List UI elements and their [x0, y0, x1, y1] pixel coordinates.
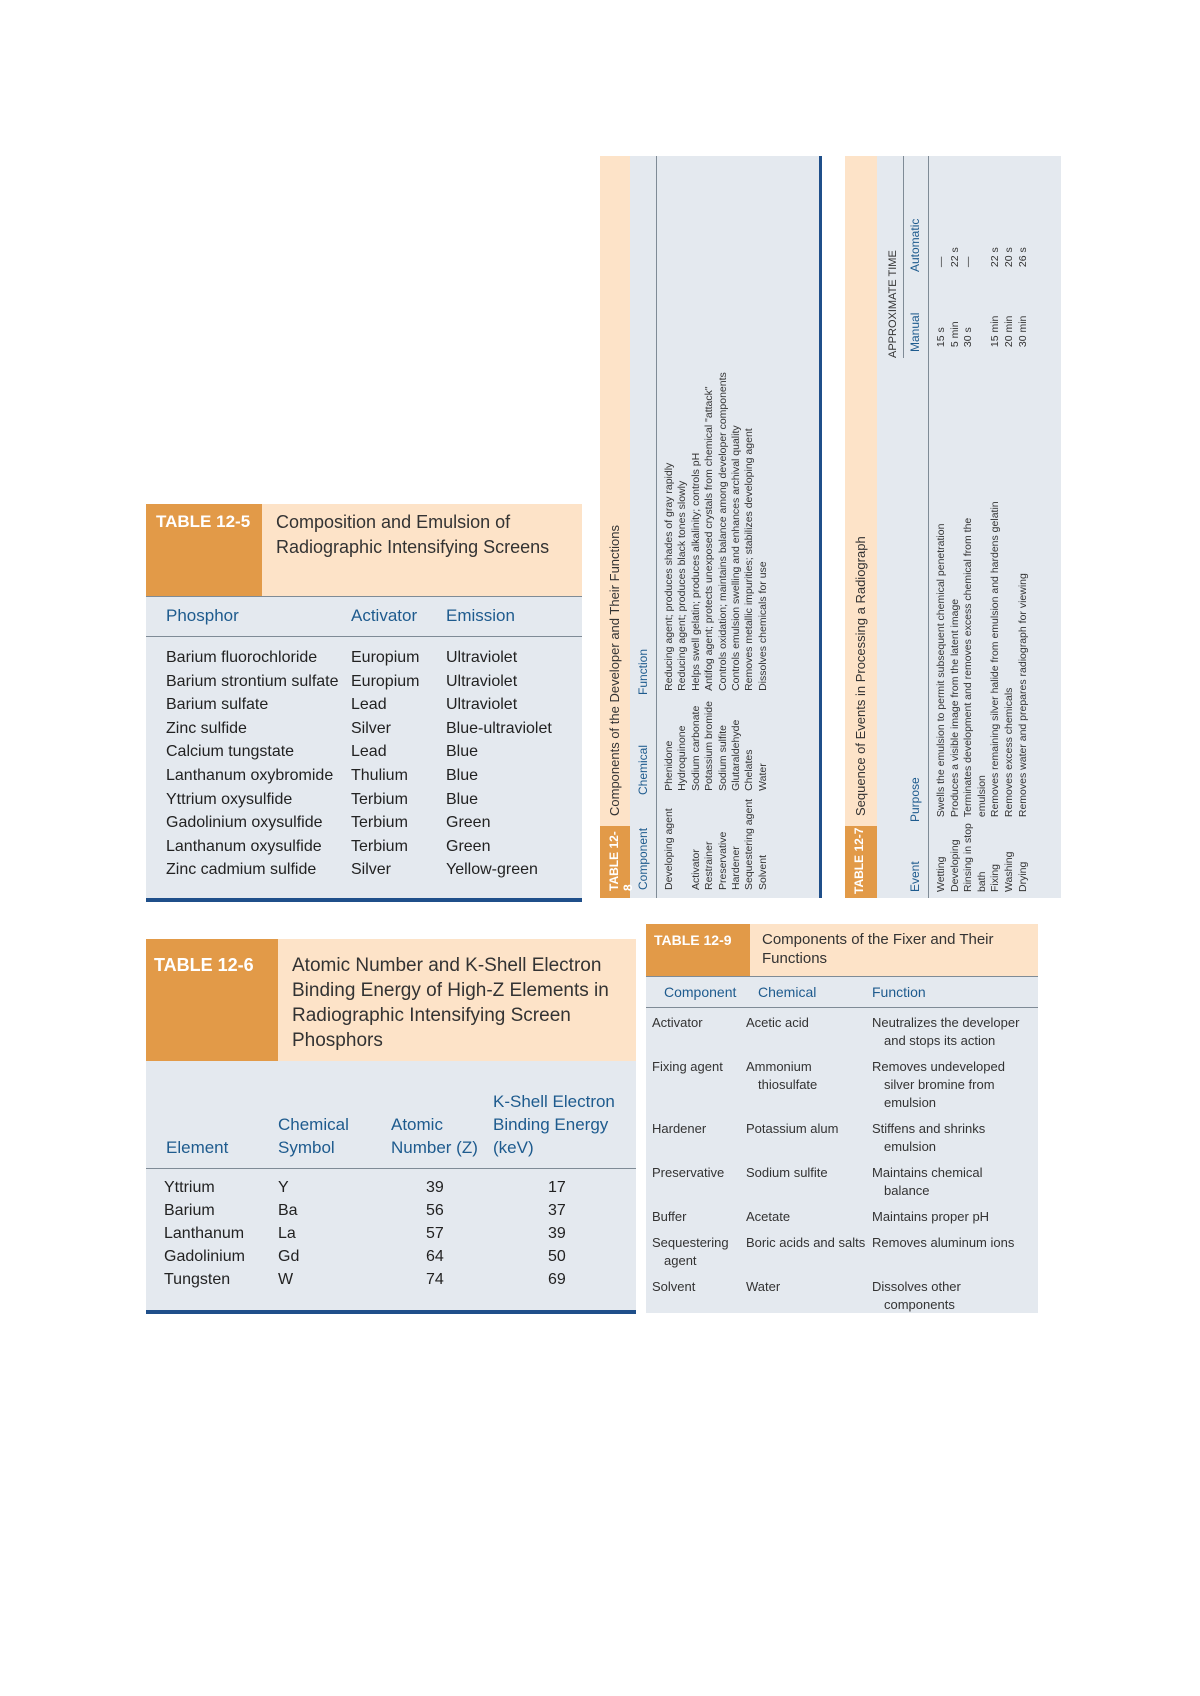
table-bottom-rule: [146, 1310, 636, 1314]
table-bottom-rule: [146, 898, 582, 902]
column-header: Chemical: [636, 744, 650, 795]
table-cell: 50: [548, 1248, 566, 1265]
group-header-row: [877, 156, 904, 898]
table-cell: Preservative: [652, 1165, 725, 1180]
table-cell: Ba: [278, 1202, 298, 1219]
table-cell: [676, 799, 689, 898]
table-cell: W: [278, 1271, 294, 1288]
table-cell: Water: [746, 1279, 781, 1294]
table-cell: Reducing agent; produces black tones slowly: [676, 480, 689, 691]
table-cell: Maintains proper pH: [872, 1209, 990, 1224]
column-header: Component: [664, 984, 737, 1000]
column-header: Chemical Symbol: [278, 1115, 349, 1157]
column-headers: [146, 597, 582, 637]
table-cell: Hardener: [652, 1121, 707, 1136]
table-cell: Glutaraldehyde: [730, 719, 743, 791]
table-cell: Reducing agent; produces shades of gray rapidly: [663, 462, 675, 691]
table-cell: Removes undeveloped silver bromine from emulsion: [872, 1059, 1005, 1110]
table-cell: Dissolves other components: [872, 1279, 961, 1312]
table-12-8: [600, 156, 822, 898]
table-number: TABLE 12-9: [646, 924, 750, 976]
table-cell: Sequestering agent: [743, 798, 756, 890]
table-number: TABLE 12-6: [146, 939, 278, 1061]
table-cell: Dissolves chemicals for use: [756, 561, 769, 691]
column-header: Atomic Number (Z): [391, 1115, 478, 1157]
table-cell: Calcium tungstate: [166, 743, 295, 761]
table-cell: Terbium: [351, 837, 408, 855]
table-cell: Yellow-green: [446, 861, 538, 879]
column-header: K-Shell Electron Binding Energy (keV): [493, 1092, 615, 1157]
column-header: Element: [166, 1138, 229, 1157]
table-cell: Lead: [351, 696, 387, 714]
table-cell: Sodium sulfite: [716, 724, 729, 791]
table-cell: —: [935, 256, 947, 268]
table-header: [146, 504, 582, 596]
table-cell: Green: [446, 814, 491, 832]
table-bottom-rule: [819, 156, 822, 898]
table-cell: 15 s: [935, 327, 947, 348]
table-row: [717, 156, 730, 898]
table-cell: Antifog agent; protects unexposed crystals from chemical "attack": [703, 386, 716, 691]
table-cell: [976, 273, 990, 353]
table-row: [146, 767, 582, 791]
table-number: TABLE 12-5: [146, 504, 262, 596]
table-row: [646, 1234, 1038, 1278]
table-number: TABLE 12-7: [845, 826, 877, 898]
table-cell: Lanthanum: [164, 1225, 245, 1242]
table-cell: Blue-ultraviolet: [446, 719, 552, 737]
table-row: [646, 1014, 1038, 1058]
table-cell: emulsion: [975, 775, 988, 818]
table-cell: Phenidone: [663, 740, 675, 791]
table-row: [663, 156, 676, 898]
table-number: TABLE 12-8: [600, 826, 630, 898]
table-cell: 64: [426, 1248, 444, 1265]
table-row: [976, 156, 990, 898]
table-row: [935, 156, 949, 898]
table-cell: Y: [278, 1179, 289, 1196]
group-header: APPROXIMATE TIME: [877, 156, 904, 358]
table-cell: Terbium: [351, 814, 408, 832]
column-headers: [904, 156, 929, 898]
table-cell: Restrainer: [703, 841, 716, 890]
table-cell: Terbium: [351, 790, 408, 808]
table-cell: Hydroquinone: [676, 725, 689, 791]
table-row: [1017, 156, 1031, 898]
table-cell: Green: [446, 837, 491, 855]
table-header: [646, 924, 1038, 976]
table-title: Components of the Developer and Their Functions: [607, 525, 622, 816]
table-cell: Silver: [351, 861, 392, 879]
table-cell: Washing: [1002, 851, 1015, 892]
table-row: [703, 156, 716, 898]
table-cell: Zinc sulfide: [166, 719, 247, 737]
table-cell: Removes water and prepares radiograph for viewing: [1016, 573, 1029, 818]
table-cell: Produces a visible image from the latent image: [948, 598, 961, 818]
table-cell: Gadolinium: [164, 1248, 245, 1265]
table-cell: Acetate: [746, 1209, 791, 1224]
table-row: [757, 156, 770, 898]
table-cell: 69: [548, 1271, 566, 1288]
table-cell: La: [278, 1225, 296, 1242]
table-12-7: [845, 156, 1061, 898]
table-cell: 5 min: [948, 321, 961, 348]
table-cell: Potassium bromide: [703, 701, 716, 791]
table-cell: Gadolinium oxysulfide: [166, 814, 323, 832]
table-header: [845, 156, 877, 898]
table-cell: Wetting: [935, 856, 947, 892]
table-row: [146, 673, 582, 697]
table-cell: Yttrium oxysulfide: [166, 790, 293, 808]
table-cell: Activator: [652, 1015, 703, 1030]
table-cell: Ultraviolet: [446, 649, 518, 666]
table-12-9: [646, 924, 1038, 1313]
table-cell: Removes metallic impurities; stabilizes developing agent: [743, 428, 756, 691]
table-row: [646, 1278, 1038, 1322]
table-cell: bath: [975, 871, 988, 892]
table-cell: Removes excess chemicals: [1002, 687, 1015, 818]
table-cell: Water: [756, 763, 769, 791]
table-row: [146, 1202, 636, 1225]
table-cell: Activator: [689, 849, 702, 890]
table-cell: 17: [548, 1179, 566, 1196]
table-cell: Barium sulfate: [166, 696, 269, 714]
table-cell: Thulium: [351, 766, 408, 784]
table-row: [146, 696, 582, 720]
table-cell: 20 min: [1002, 315, 1015, 348]
table-row: [690, 156, 703, 898]
table-title: Sequence of Events in Processing a Radiograph: [853, 536, 868, 816]
column-header: Component: [636, 827, 650, 890]
table-cell: 26 s: [1016, 247, 1029, 268]
table-cell: Boric acids and salts: [746, 1235, 866, 1250]
column-header: Phosphor: [166, 606, 239, 625]
table-cell: Drying: [1016, 861, 1029, 892]
column-header: Automatic: [904, 156, 929, 278]
table-cell: Barium: [164, 1202, 215, 1219]
table-cell: Europium: [351, 672, 420, 690]
table-cell: Preservative: [716, 831, 729, 890]
table-cell: Blue: [446, 766, 479, 784]
table-header: [600, 156, 635, 898]
table-cell: Solvent: [652, 1279, 696, 1294]
table-cell: 15 min: [989, 315, 1002, 348]
table-row: [146, 814, 582, 838]
table-cell: Potassium alum: [746, 1121, 839, 1136]
table-cell: Zinc cadmium sulfide: [166, 861, 317, 879]
table-cell: Ultraviolet: [446, 672, 518, 690]
table-title: Composition and Emulsion of Radiographic Intensifying Screens: [276, 512, 550, 557]
table-row: [146, 861, 582, 885]
table-cell: Acetic acid: [746, 1015, 809, 1030]
table-header: [146, 939, 636, 1061]
table-row: [146, 1225, 636, 1248]
table-cell: Developing agent: [663, 808, 675, 890]
table-cell: Barium fluorochloride: [166, 649, 318, 666]
table-cell: Buffer: [652, 1209, 687, 1224]
table-cell: Fixing agent: [652, 1059, 723, 1074]
table-cell: Neutralizes the developer and stops its action: [872, 1015, 1020, 1048]
table-cell: Chelates: [743, 749, 756, 791]
table-cell: —: [962, 256, 975, 268]
table-row: [146, 1271, 636, 1294]
table-row: [146, 743, 582, 767]
table-cell: Removes aluminum ions: [872, 1235, 1015, 1250]
table-cell: Lanthanum oxybromide: [166, 766, 334, 784]
column-header: Activator: [351, 606, 418, 625]
table-row: [730, 156, 743, 898]
table-row: [989, 156, 1003, 898]
column-header: Event: [904, 828, 929, 898]
table-cell: Blue: [446, 743, 479, 761]
table-cell: Rinsing in stop: [962, 823, 975, 892]
column-header: Function: [636, 648, 650, 695]
table-cell: 39: [426, 1179, 444, 1196]
table-cell: Solvent: [756, 854, 769, 890]
column-headers: [146, 1061, 636, 1169]
table-cell: Developing: [948, 839, 961, 892]
table-cell: 57: [426, 1225, 444, 1242]
table-cell: Tungsten: [164, 1271, 231, 1288]
table-row: [1003, 156, 1017, 898]
table-row: [146, 838, 582, 862]
table-title: Atomic Number and K-Shell Electron Binding Energy of High-Z Elements in Radiographic Intensifying Screen Phosphors: [292, 955, 609, 1051]
table-cell: 30 s: [962, 327, 975, 348]
column-headers: [646, 977, 1038, 1008]
table-cell: 30 min: [1016, 315, 1029, 348]
table-cell: Blue: [446, 790, 479, 808]
table-cell: 22 s: [989, 247, 1002, 268]
table-row: [646, 1208, 1038, 1234]
table-row: [646, 1164, 1038, 1208]
table-row: [949, 156, 963, 898]
table-cell: Hardener: [730, 846, 743, 890]
table-cell: Ultraviolet: [446, 696, 518, 714]
table-row: [146, 1179, 636, 1202]
table-row: [743, 156, 756, 898]
table-12-5: [146, 504, 582, 902]
table-row: [146, 649, 582, 673]
table-cell: Removes remaining silver halide from emulsion and hardens gelatin: [989, 501, 1002, 818]
table-row: [646, 1120, 1038, 1164]
column-header: Emission: [446, 606, 515, 625]
table-cell: Sequestering agent: [652, 1235, 729, 1268]
table-cell: Lead: [351, 743, 387, 761]
table-cell: Barium strontium sulfate: [166, 672, 339, 690]
table-cell: 22 s: [948, 247, 961, 268]
table-cell: Stiffens and shrinks emulsion: [872, 1121, 986, 1154]
table-cell: 74: [426, 1271, 444, 1288]
table-cell: Terminates development and removes excess chemical from the: [962, 517, 975, 818]
table-cell: 37: [548, 1202, 566, 1219]
table-row: [146, 720, 582, 744]
table-cell: Fixing: [989, 863, 1002, 892]
column-headers: [630, 156, 657, 898]
column-header: Function: [872, 984, 926, 1000]
table-row: [646, 1058, 1038, 1120]
table-cell: Ammonium thiosulfate: [746, 1059, 818, 1092]
table-cell: Controls oxidation; maintains balance among developer components: [716, 372, 729, 691]
table-cell: Controls emulsion swelling and enhances archival quality: [730, 425, 743, 691]
table-cell: Maintains chemical balance: [872, 1165, 983, 1198]
table-cell: Europium: [351, 649, 420, 666]
table-row: [146, 1248, 636, 1271]
table-cell: Gd: [278, 1248, 300, 1265]
table-row: [962, 156, 976, 898]
table-cell: Helps swell gelatin; produces alkalinity; controls pH: [689, 452, 702, 691]
table-cell: [976, 156, 990, 273]
table-cell: Yttrium: [164, 1179, 215, 1196]
table-title: Components of the Fixer and Their Functions: [762, 931, 994, 967]
table-cell: 56: [426, 1202, 444, 1219]
column-header: Purpose: [904, 358, 929, 828]
table-cell: Sodium carbonate: [689, 705, 702, 791]
table-12-6: [146, 939, 636, 1314]
table-cell: Sodium sulfite: [746, 1165, 828, 1180]
table-cell: Lanthanum oxysulfide: [166, 837, 322, 855]
column-header: Chemical: [758, 984, 817, 1000]
table-cell: 20 s: [1002, 247, 1015, 268]
table-cell: Silver: [351, 719, 392, 737]
table-cell: 39: [548, 1225, 566, 1242]
table-row: [676, 156, 689, 898]
table-row: [146, 791, 582, 815]
table-cell: Swells the emulsion to permit subsequent chemical penetration: [935, 523, 947, 818]
column-header: Manual: [904, 278, 929, 358]
